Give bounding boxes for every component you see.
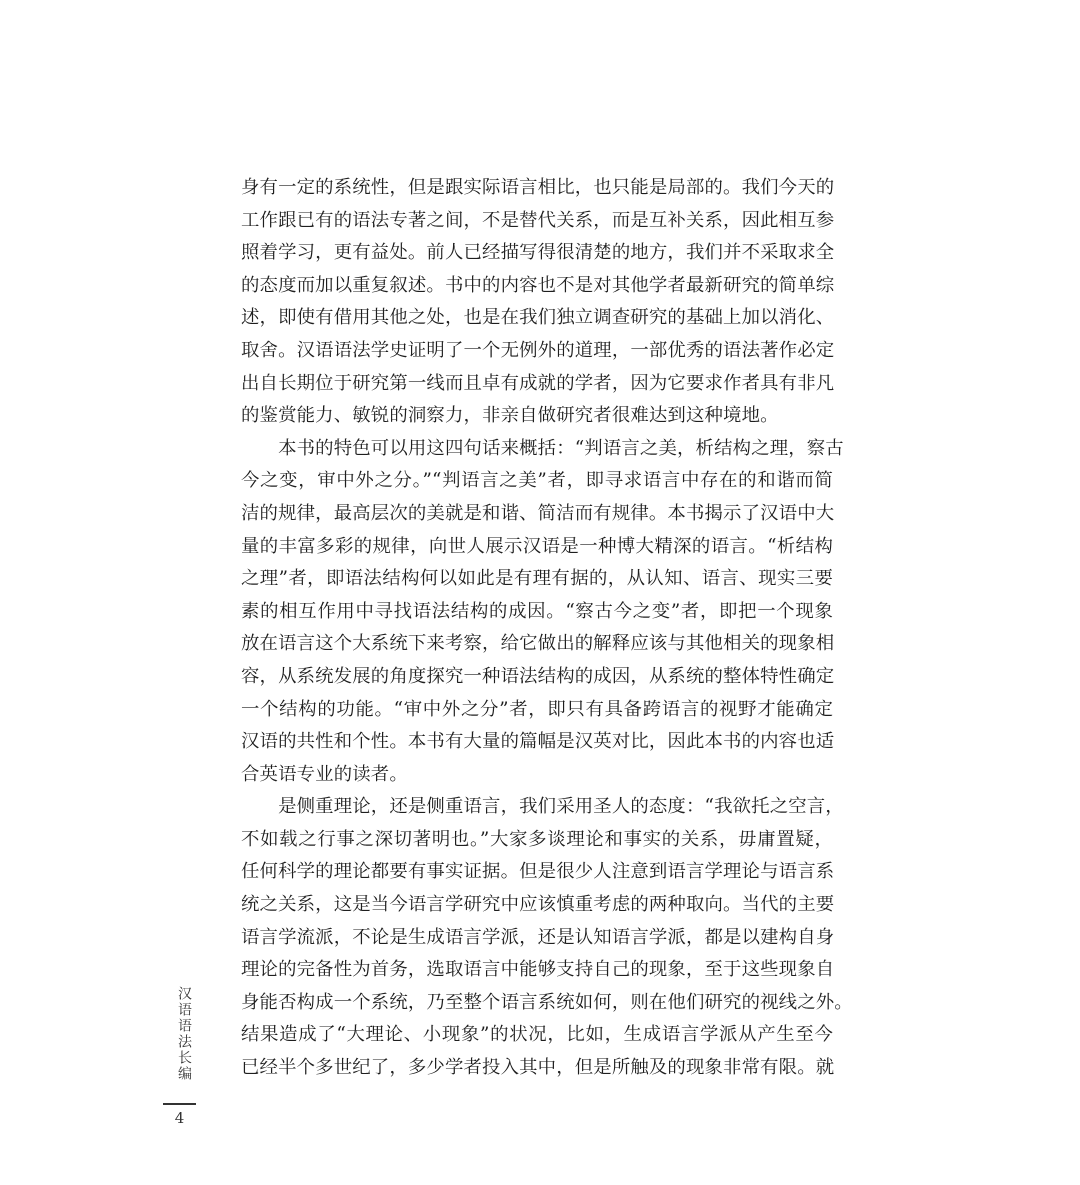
text-line: 洁的规律，最高层次的美就是和谐、简洁而有规律。本书揭示了汉语中大 <box>241 502 835 524</box>
text-line: 语言学流派，不论是生成语言学派，还是认知语言学派，都是以建构自身 <box>241 926 835 948</box>
folio-rule <box>163 1103 196 1105</box>
page-number: 4 <box>174 1109 185 1127</box>
text-line: 身有一定的系统性，但是跟实际语言相比，也只能是局部的。我们今天的 <box>241 177 835 198</box>
text-line: 取舍。汉语语法学史证明了一个无例外的道理，一部优秀的语法著作必定 <box>241 339 835 361</box>
text-line: 汉语的共性和个性。本书有大量的篇幅是汉英对比，因此本书的内容也适 <box>241 731 835 753</box>
text-line: 不如载之行事之深切著明也。”大家多谈理论和事实的关系，毋庸置疑， <box>241 828 833 850</box>
text-line: 是侧重理论，还是侧重语言，我们采用圣人的态度：“我欲托之空言， <box>241 796 844 818</box>
paragraph-1 <box>241 172 833 433</box>
paragraph-3 <box>241 791 853 1084</box>
text-line: 放在语言这个大系统下来考察，给它做出的解释应该与其他相关的现象相 <box>241 633 835 655</box>
text-line: 述，即使有借用其他之处，也是在我们独立调查研究的基础上加以消化、 <box>241 307 835 329</box>
text-line: 出自长期位于研究第一线而且卓有成就的学者，因为它要求作者具有非凡 <box>241 372 835 394</box>
text-line: 量的丰富多彩的规律，向世人展示汉语是一种博大精深的语言。“析结构 <box>241 535 833 557</box>
text-line: 的态度而加以重复叙述。书中的内容也不是对其他学者最新研究的简单综 <box>241 274 835 296</box>
text-line: 已经半个多世纪了，多少学者投入其中，但是所触及的现象非常有限。就 <box>241 1057 835 1079</box>
text-line: 结果造成了“大理论、小现象”的状况，比如，生成语言学派从产生至今 <box>241 1024 833 1046</box>
text-line: 容，从系统发展的角度探究一种语法结构的成因，从系统的整体特性确定 <box>241 665 835 687</box>
text-line: 的鉴赏能力、敏锐的洞察力，非亲自做研究者很难达到这种境地。 <box>241 405 779 427</box>
text-line: 合英语专业的读者。 <box>241 763 408 785</box>
text-line: 统之关系，这是当今语言学研究中应该慎重考虑的两种取向。当代的主要 <box>241 894 835 916</box>
text-line: 一个结构的功能。“审中外之分”者，即只有具备跨语言的视野才能确定 <box>241 698 833 720</box>
text-line: 本书的特色可以用这四句话来概括：“判语言之美，析结构之理，察古 <box>241 437 844 459</box>
text-line: 素的相互作用中寻找语法结构的成因。“察古今之变”者，即把一个现象 <box>241 600 833 622</box>
text-line: 任何科学的理论都要有事实证据。但是很少人注意到语言学理论与语言系 <box>241 861 835 883</box>
text-line: 之理”者，即语法结构何以如此是有理有据的，从认知、语言、现实三要 <box>241 568 833 590</box>
paragraph-2 <box>241 433 844 792</box>
text-line: 今之变，审中外之分。”“判语言之美”者，即寻求语言中存在的和谐而简 <box>241 470 833 492</box>
text-line: 理论的完备性为首务，选取语言中能够支持自己的现象，至于这些现象自 <box>241 959 835 981</box>
text-line: 工作跟已有的语法专著之间，不是替代关系，而是互补关系，因此相互参 <box>241 209 835 231</box>
text-line: 身能否构成一个系统，乃至整个语言系统如何，则在他们研究的视线之外。 <box>241 991 853 1013</box>
text-line: 照着学习，更有益处。前人已经描写得很清楚的地方，我们并不采取求全 <box>241 242 835 264</box>
running-title: 汉语语法长编 <box>176 986 192 1082</box>
body-text <box>241 172 853 1085</box>
